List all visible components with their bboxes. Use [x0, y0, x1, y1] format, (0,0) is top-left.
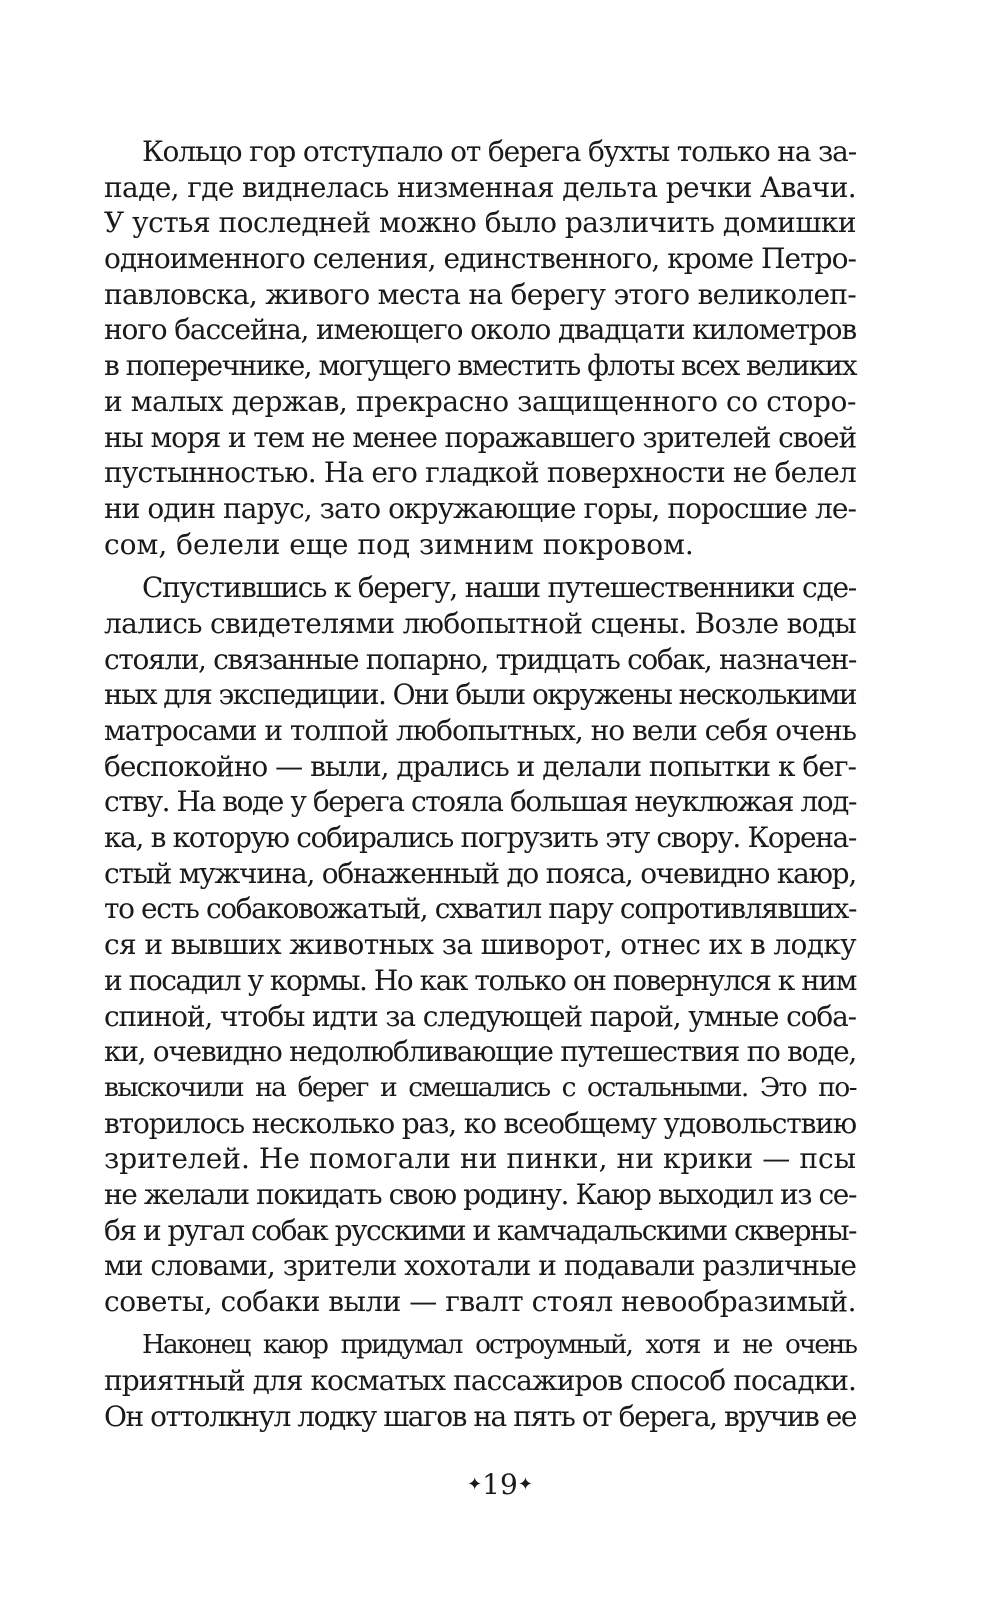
- paragraph-gap: [104, 562, 856, 570]
- text-line: Спустившись к берегу, наши путешественники сде-: [142, 571, 856, 605]
- text-line: ству. На воде у берега стояла большая неуклюжая лод-: [104, 785, 856, 819]
- text-line: в поперечнике, могущего вместить флоты всех великих: [104, 349, 856, 383]
- text-line: ка, в которую собирались погрузить эту свору. Корена-: [104, 821, 856, 855]
- text-line: и малых держав, прекрасно защищенного со сторо-: [104, 384, 856, 418]
- text-line: сом, белели еще под зимним покровом.: [104, 527, 694, 561]
- text-line: ных для экспедиции. Они были окружены несколькими: [104, 678, 856, 712]
- text-line: зрителей. Не помогали ни пинки, ни крики — псы: [104, 1142, 856, 1176]
- text-line: матросами и толпой любопытных, но вели себя очень: [104, 714, 857, 747]
- text-line: лались свидетелями любопытной сцены. Возле воды: [104, 606, 856, 640]
- ornament-left-icon: ✦: [467, 1474, 483, 1495]
- text-line: ми словами, зрители хохотали и подавали различные: [104, 1249, 856, 1283]
- text-line: не желали покидать свою родину. Каюр выходил из се-: [104, 1177, 857, 1211]
- text-line: ся и вывших животных за шиворот, отнес их в лодку: [104, 928, 856, 962]
- text-line: стый мужчина, обнаженный до пояса, очевидно каюр,: [104, 856, 856, 890]
- text-line: советы, собаки выли — гвалт стоял невообразимый.: [104, 1285, 856, 1318]
- text-line: то есть собаковожатый, схватил пару сопротивлявших-: [104, 892, 857, 926]
- text-line: Кольцо гор отступало от берега бухты только на за-: [142, 135, 856, 168]
- text-line: ного бассейна, имеющего около двадцати километров: [104, 313, 856, 347]
- body-text: [104, 134, 856, 1435]
- page-number: 19: [482, 1468, 518, 1501]
- text-line: пустынностью. На его гладкой поверхности не белел: [104, 456, 856, 490]
- text-line: одноименного селения, единственного, кроме Петро-: [104, 242, 856, 276]
- text-line: Наконец каюр придумал остроумный, хотя и не очень: [142, 1329, 856, 1360]
- text-line: стояли, связанные попарно, тридцать собак, назначен-: [104, 642, 856, 676]
- text-line: вторилось несколько раз, ко всеобщему удовольствию: [104, 1106, 856, 1140]
- ornament-right-icon: ✦: [517, 1474, 533, 1495]
- page-footer: [0, 1468, 1000, 1501]
- text-line: У устья последней можно было различить домишки: [104, 206, 856, 240]
- text-line: паде, где виднелась низменная дельта речки Авачи.: [104, 170, 856, 204]
- paragraph-3: [104, 1328, 856, 1435]
- text-line: ни один парус, зато окружающие горы, поросшие ле-: [104, 491, 856, 525]
- text-line: бя и ругал собак русскими и камчадальскими скверны-: [104, 1213, 856, 1247]
- text-line: ны моря и тем не менее поражавшего зрителей своей: [104, 420, 856, 454]
- text-line: ки, очевидно недолюбливающие путешествия по воде,: [104, 1035, 857, 1069]
- text-line: беспокойно — выли, дрались и делали попытки к бег-: [104, 749, 856, 783]
- text-line: и посадил у кормы. Но как только он повернулся к ним: [104, 963, 856, 997]
- paragraph-gap: [104, 1320, 856, 1328]
- text-line: Он оттолкнул лодку шагов на пять от берега, вручив ее: [104, 1400, 856, 1434]
- text-line: павловска, живого места на берегу этого великолеп-: [104, 277, 856, 311]
- text-line: спиной, чтобы идти за следующей парой, умные соба-: [104, 999, 857, 1033]
- text-line: приятный для косматых пассажиров способ посадки.: [104, 1364, 856, 1398]
- text-line: выскочили на берег и смешались с остальными. Это по-: [104, 1071, 856, 1103]
- paragraph-1: [104, 134, 856, 562]
- paragraph-2: [104, 570, 856, 1319]
